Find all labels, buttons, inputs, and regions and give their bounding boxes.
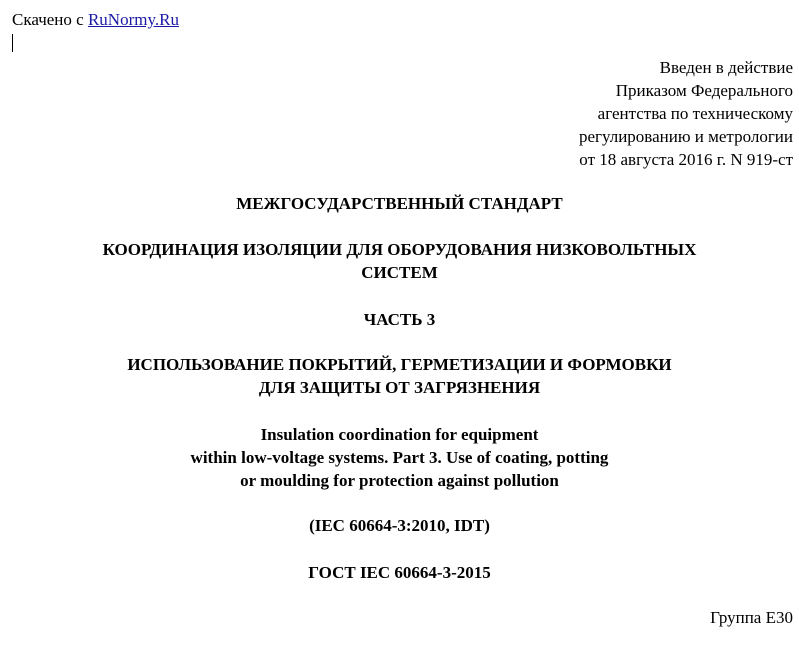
approval-line: Введен в действие	[659, 58, 793, 77]
standard-category	[0, 192, 799, 215]
document-part	[0, 308, 799, 331]
approval-line: регулированию и метрологии	[578, 127, 793, 146]
source-link[interactable]: RuNormy.Ru	[87, 10, 179, 29]
english-title-line: Insulation coordination for equipment	[260, 425, 539, 444]
document-title	[0, 238, 799, 284]
document-title-line: КООРДИНАЦИЯ ИЗОЛЯЦИИ ДЛЯ ОБОРУДОВАНИЯ НИЗКОВОЛЬТНЫХ	[102, 240, 697, 259]
text-cursor	[12, 34, 13, 52]
document-title-line: СИСТЕМ	[361, 263, 438, 282]
english-title	[0, 423, 799, 492]
source-prefix: Скачено с	[12, 10, 88, 29]
approval-line: от 18 августа 2016 г. N 919-ст	[579, 150, 793, 169]
english-title-line: or moulding for protection against pollution	[240, 471, 559, 490]
approval-line: агентства по техническому	[597, 104, 793, 123]
document-designation-text: ГОСТ IEC 60664-3-2015	[308, 563, 491, 582]
approval-line: Приказом Федерального	[615, 81, 793, 100]
document-subtitle	[0, 353, 799, 399]
document-subtitle-line: ДЛЯ ЗАЩИТЫ ОТ ЗАГРЯЗНЕНИЯ	[258, 378, 541, 397]
iec-reference-text: (IEC 60664-3:2010, IDT)	[309, 516, 490, 535]
group-code: Группа Е30	[710, 608, 793, 627]
approval-note	[579, 56, 793, 171]
document-designation	[0, 561, 799, 584]
source-line	[12, 9, 179, 31]
standard-category-text: МЕЖГОСУДАРСТВЕННЫЙ СТАНДАРТ	[236, 194, 563, 213]
english-title-line: within low-voltage systems. Part 3. Use of coating, potting	[190, 448, 609, 467]
document-part-text: ЧАСТЬ 3	[363, 310, 436, 329]
iec-reference	[0, 514, 799, 537]
document-subtitle-line: ИСПОЛЬЗОВАНИЕ ПОКРЫТИЙ, ГЕРМЕТИЗАЦИИ И ФОРМОВКИ	[127, 355, 672, 374]
